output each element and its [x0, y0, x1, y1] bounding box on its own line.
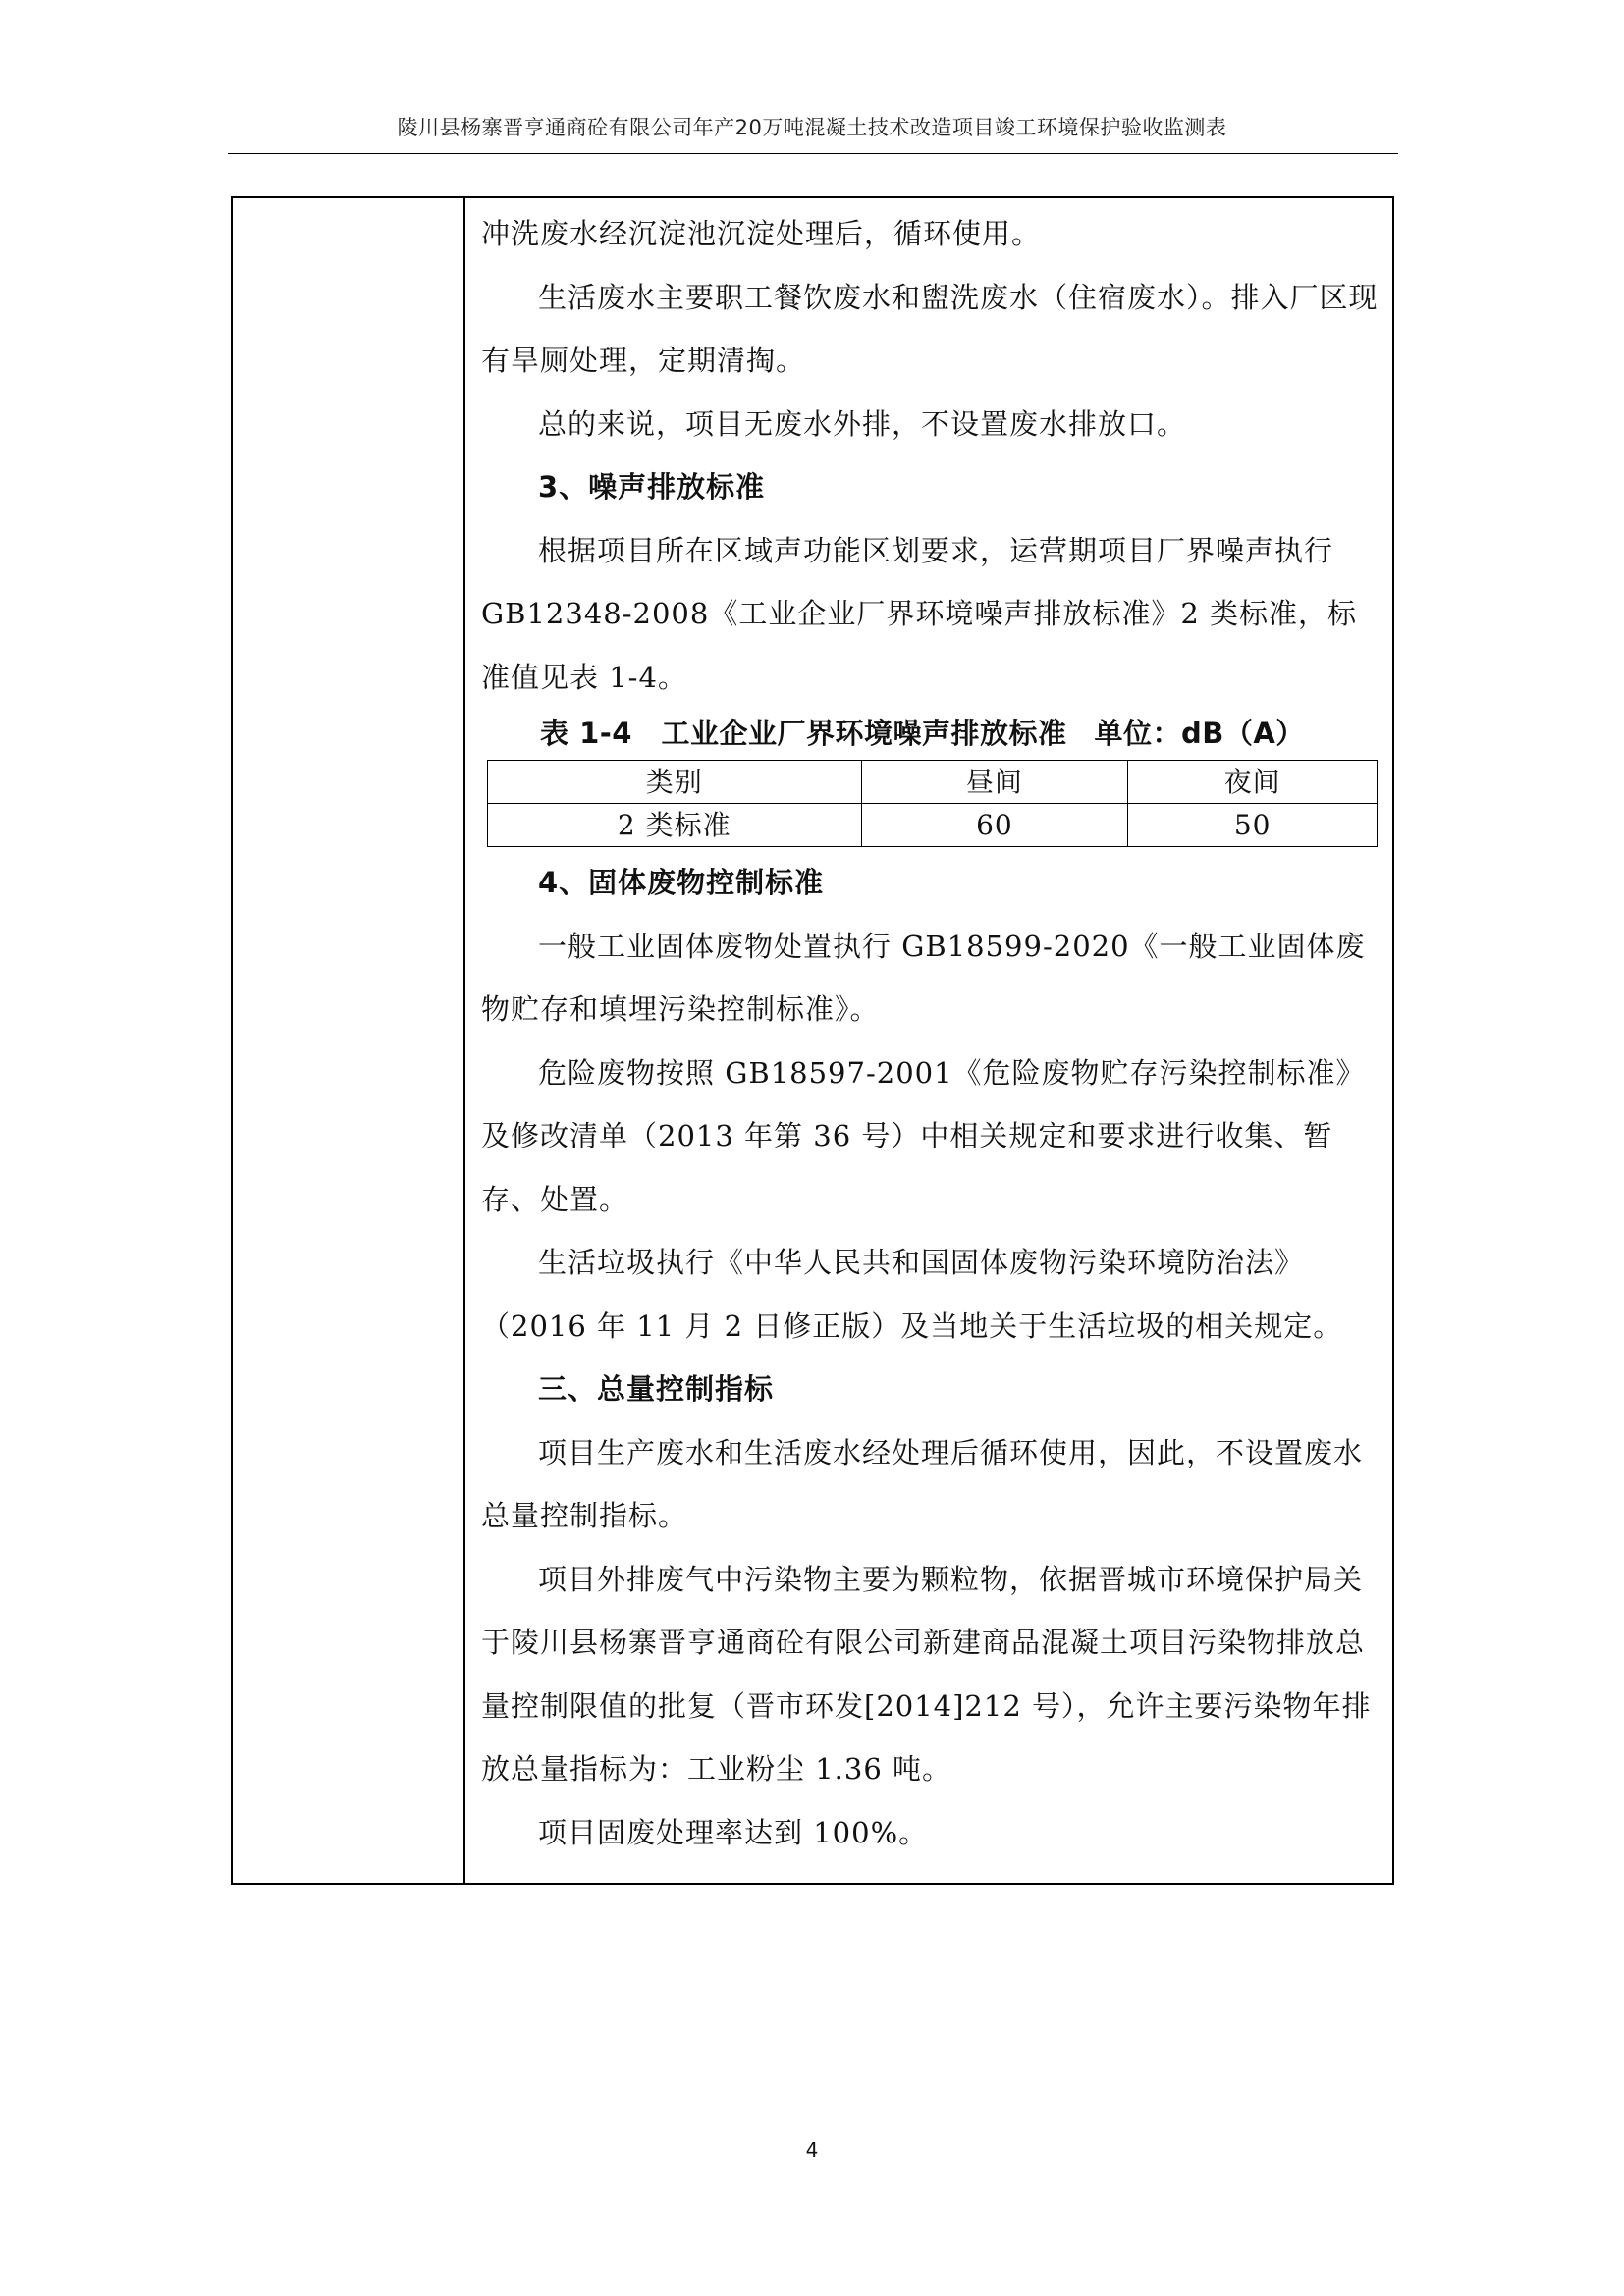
table-header-category: 类别 [488, 761, 862, 804]
noise-standard-table [487, 760, 1378, 847]
header-rule [228, 153, 1398, 154]
paragraph-total-solid: 项目固废处理率达到 100%。 [538, 1815, 929, 1849]
paragraph-noise-standard: 根据项目所在区域声功能区划要求，运营期项目厂界噪声执行 GB12348-2008《工业企业厂界环境噪声排放标准》2 类标准，标准值见表 1-4。 [481, 533, 1358, 694]
table-cell-night: 50 [1128, 804, 1378, 847]
table-caption-unit: 单位：dB（A） [1094, 717, 1305, 750]
heading-noise-standard: 3、噪声排放标准 [538, 470, 766, 504]
document-header: 陵川县杨寨晋亨通商砼有限公司年产20万吨混凝土技术改造项目竣工环境保护验收监测表 [397, 116, 1227, 139]
paragraph-solid-hazardous: 危险废物按照 GB18597-2001《危险废物贮存污染控制标准》及修改清单（2013 年第 36 号）中相关规定和要求进行收集、暂存、处置。 [481, 1055, 1366, 1216]
paragraph-total-air: 项目外排废气中污染物主要为颗粒物，依据晋城市环境保护局关于陵川县杨寨晋亨通商砼有限公司新建商品混凝土项目污染物排放总量控制限值的批复（晋市环发[2014]212 号），允许主要污染物年排放总量指标为：工业粉尘 1.36 吨。 [481, 1562, 1372, 1786]
paragraph-wastewater-summary: 总的来说，项目无废水外排，不设置废水排放口。 [538, 406, 1187, 441]
table-cell-category: 2 类标准 [488, 804, 862, 847]
table-header-night: 夜间 [1128, 761, 1378, 804]
table-header-day: 昼间 [861, 761, 1128, 804]
table-header-row [488, 761, 1378, 804]
paragraph-solid-general: 一般工业固体废物处置执行 GB18599-2020《一般工业固体废物贮存和填埋污染控制标准》。 [481, 929, 1366, 1026]
paragraph-wash-wastewater: 冲洗废水经沉淀池沉淀处理后，循环使用。 [481, 217, 1042, 250]
page-number: 4 [805, 2138, 819, 2162]
table-caption [481, 709, 1380, 758]
paragraph-domestic-wastewater: 生活废水主要职工餐饮废水和盥洗废水（住宿废水）。排入厂区现有旱厕处理，定期清掏。 [481, 280, 1379, 377]
content-cell [481, 202, 1380, 1864]
table-row [488, 804, 1378, 847]
paragraph-solid-domestic: 生活垃圾执行《中华人民共和国固体废物污染环境防治法》（2016 年 11 月 2 日修正版）及当地关于生活垃圾的相关规定。 [481, 1246, 1343, 1343]
table-caption-title: 表 1-4 工业企业厂界环境噪声排放标准 [540, 717, 1067, 750]
paragraph-total-water: 项目生产废水和生活废水经处理后循环使用，因此，不设置废水总量控制指标。 [481, 1435, 1364, 1532]
table-cell-day: 60 [861, 804, 1128, 847]
heading-solid-waste: 4、固体废物控制标准 [538, 866, 825, 899]
heading-total-control: 三、总量控制指标 [538, 1372, 775, 1406]
form-column-divider [463, 196, 465, 1885]
